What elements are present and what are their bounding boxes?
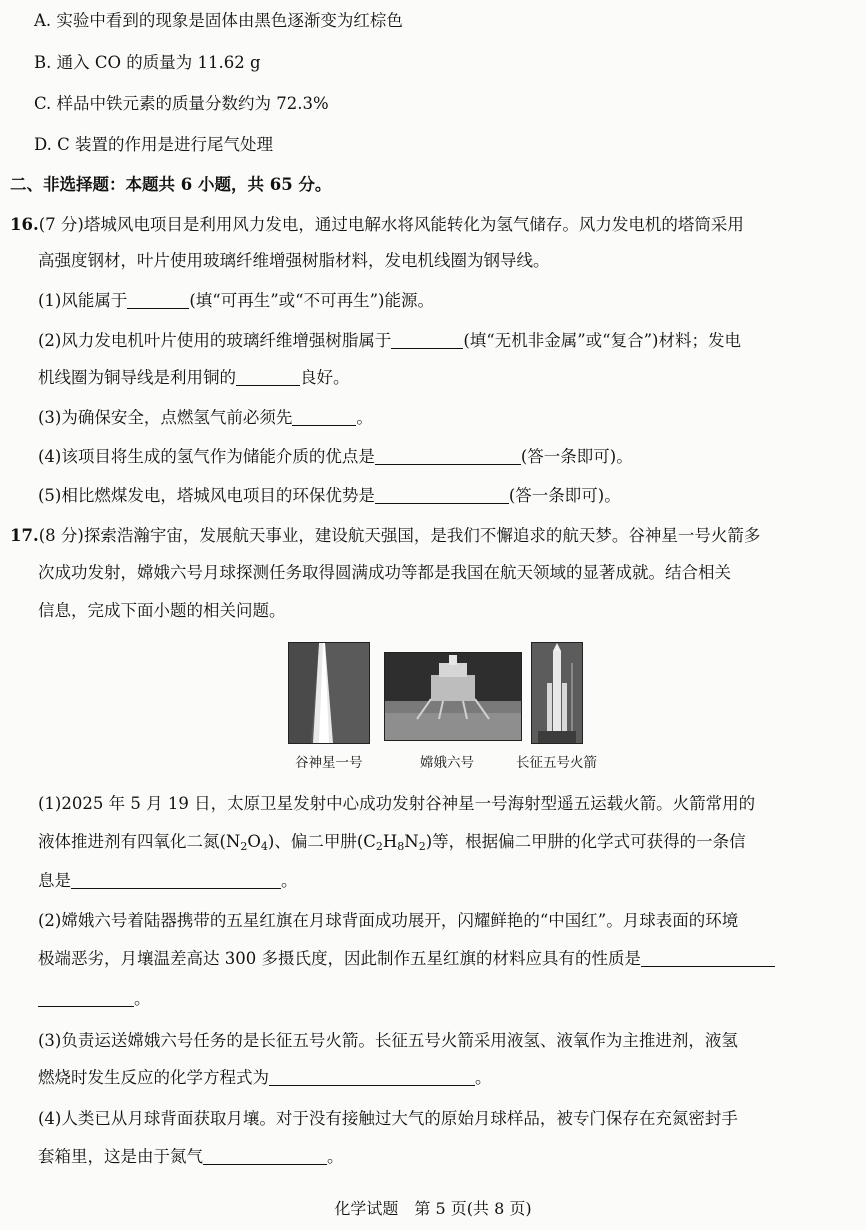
caption-change6: 嫦娥六号 [420, 755, 474, 771]
lander-photo [384, 652, 522, 741]
answer-blank[interactable] [71, 870, 281, 889]
option-b: B. 通入 CO 的质量为 11.62 g [34, 53, 261, 72]
q16-part5: (5)相比燃煤发电，塔城风电项目的环保优势是 (答一条即可)。 [38, 486, 621, 505]
q17-part1-line1: (1)2025 年 5 月 19 日，太原卫星发射中心成功发射谷神星一号海射型遥五运载火箭。火箭常用的 [38, 794, 756, 813]
caption-changzheng5: 长征五号火箭 [516, 755, 597, 771]
answer-blank[interactable] [375, 485, 509, 504]
q17-stem-line1: 17.(8 分)探索浩瀚宇宙，发展航天事业，建设航天强国，是我们不懈追求的航天梦。谷神星一号火箭多 [10, 526, 761, 545]
section-heading: 二、非选择题：本题共 6 小题，共 65 分。 [10, 175, 332, 194]
q17-part1-line2: 液体推进剂有四氧化二氮$(N_2O_4)$、偏二甲肼$(C_2H_8N_2)$等，根据偏二甲肼的化学式可获得的一条信 [38, 832, 746, 853]
q17-part3-line2: 燃烧时发生反应的化学方程式为 。 [38, 1068, 492, 1087]
answer-blank[interactable] [38, 988, 134, 1007]
answer-blank[interactable] [236, 367, 300, 386]
long-march-rocket-photo [531, 642, 583, 744]
q16-part3: (3)为确保安全，点燃氢气前必须先 。 [38, 408, 373, 427]
q17-stem-line2: 次成功发射，嫦娥六号月球探测任务取得圆满成功等都是我国在航天领域的显著成就。结合相关 [38, 563, 731, 582]
answer-blank[interactable] [641, 948, 775, 967]
q16-stem-line1: 16.(7 分)塔城风电项目是利用风力发电，通过电解水将风能转化为氢气储存。风力发电机的塔筒采用 [10, 215, 744, 234]
q17-part2-line1: (2)嫦娥六号着陆器携带的五星红旗在月球背面成功展开，闪耀鲜艳的“中国红”。月球表面的环境 [38, 911, 739, 930]
q16-stem-line2: 高强度钢材，叶片使用玻璃纤维增强树脂材料，发电机线圈为钢导线。 [38, 251, 550, 270]
q17-part4-line1: (4)人类已从月球背面获取月壤。对于没有接触过大气的原始月球样品，被专门保存在充氮密封手 [38, 1109, 738, 1128]
q17-part1-line3: 息是 。 [38, 871, 298, 890]
q16-part1: (1)风能属于 (填“可再生”或“不可再生”)能源。 [38, 291, 434, 310]
caption-gushenxing: 谷神星一号 [295, 755, 363, 771]
q17-stem-line3: 信息，完成下面小题的相关问题。 [38, 601, 286, 620]
answer-blank[interactable] [269, 1067, 475, 1086]
answer-blank[interactable] [127, 290, 189, 309]
answer-blank[interactable] [375, 446, 521, 465]
q16-part2-line2: 机线圈为铜导线是利用铜的 良好。 [38, 368, 350, 387]
answer-blank[interactable] [391, 330, 463, 349]
option-a: A. 实验中看到的现象是固体由黑色逐渐变为红棕色 [34, 11, 403, 30]
q17-part3-line1: (3)负责运送嫦娥六号任务的是长征五号火箭。长征五号火箭采用液氢、液氧作为主推进剂，液氢 [38, 1031, 738, 1050]
answer-blank[interactable] [292, 407, 356, 426]
q17-part2-line2: 极端恶劣，月壤温差高达 300 多摄氏度，因此制作五星红旗的材料应具有的性质是 [38, 948, 856, 970]
q17-part2-line3: 。 [38, 988, 856, 1010]
q17-number: 17. [10, 526, 39, 545]
q17-part4-line2: 套箱里，这是由于氮气 。 [38, 1147, 344, 1166]
q16-part4: (4)该项目将生成的氢气作为储能介质的优点是 (答一条即可)。 [38, 447, 633, 466]
rocket-launch-photo [288, 642, 370, 744]
q16-part2-line1: (2)风力发电机叶片使用的玻璃纤维增强树脂属于 (填“无机非金属”或“复合”)材料；发电 [38, 331, 741, 350]
option-c: C. 样品中铁元素的质量分数约为 72.3% [34, 94, 329, 113]
page-footer: 化学试题 第 5 页(共 8 页) [334, 1199, 532, 1218]
answer-blank[interactable] [203, 1146, 327, 1165]
option-d: D. C 装置的作用是进行尾气处理 [34, 135, 274, 154]
q16-number: 16. [10, 215, 39, 234]
